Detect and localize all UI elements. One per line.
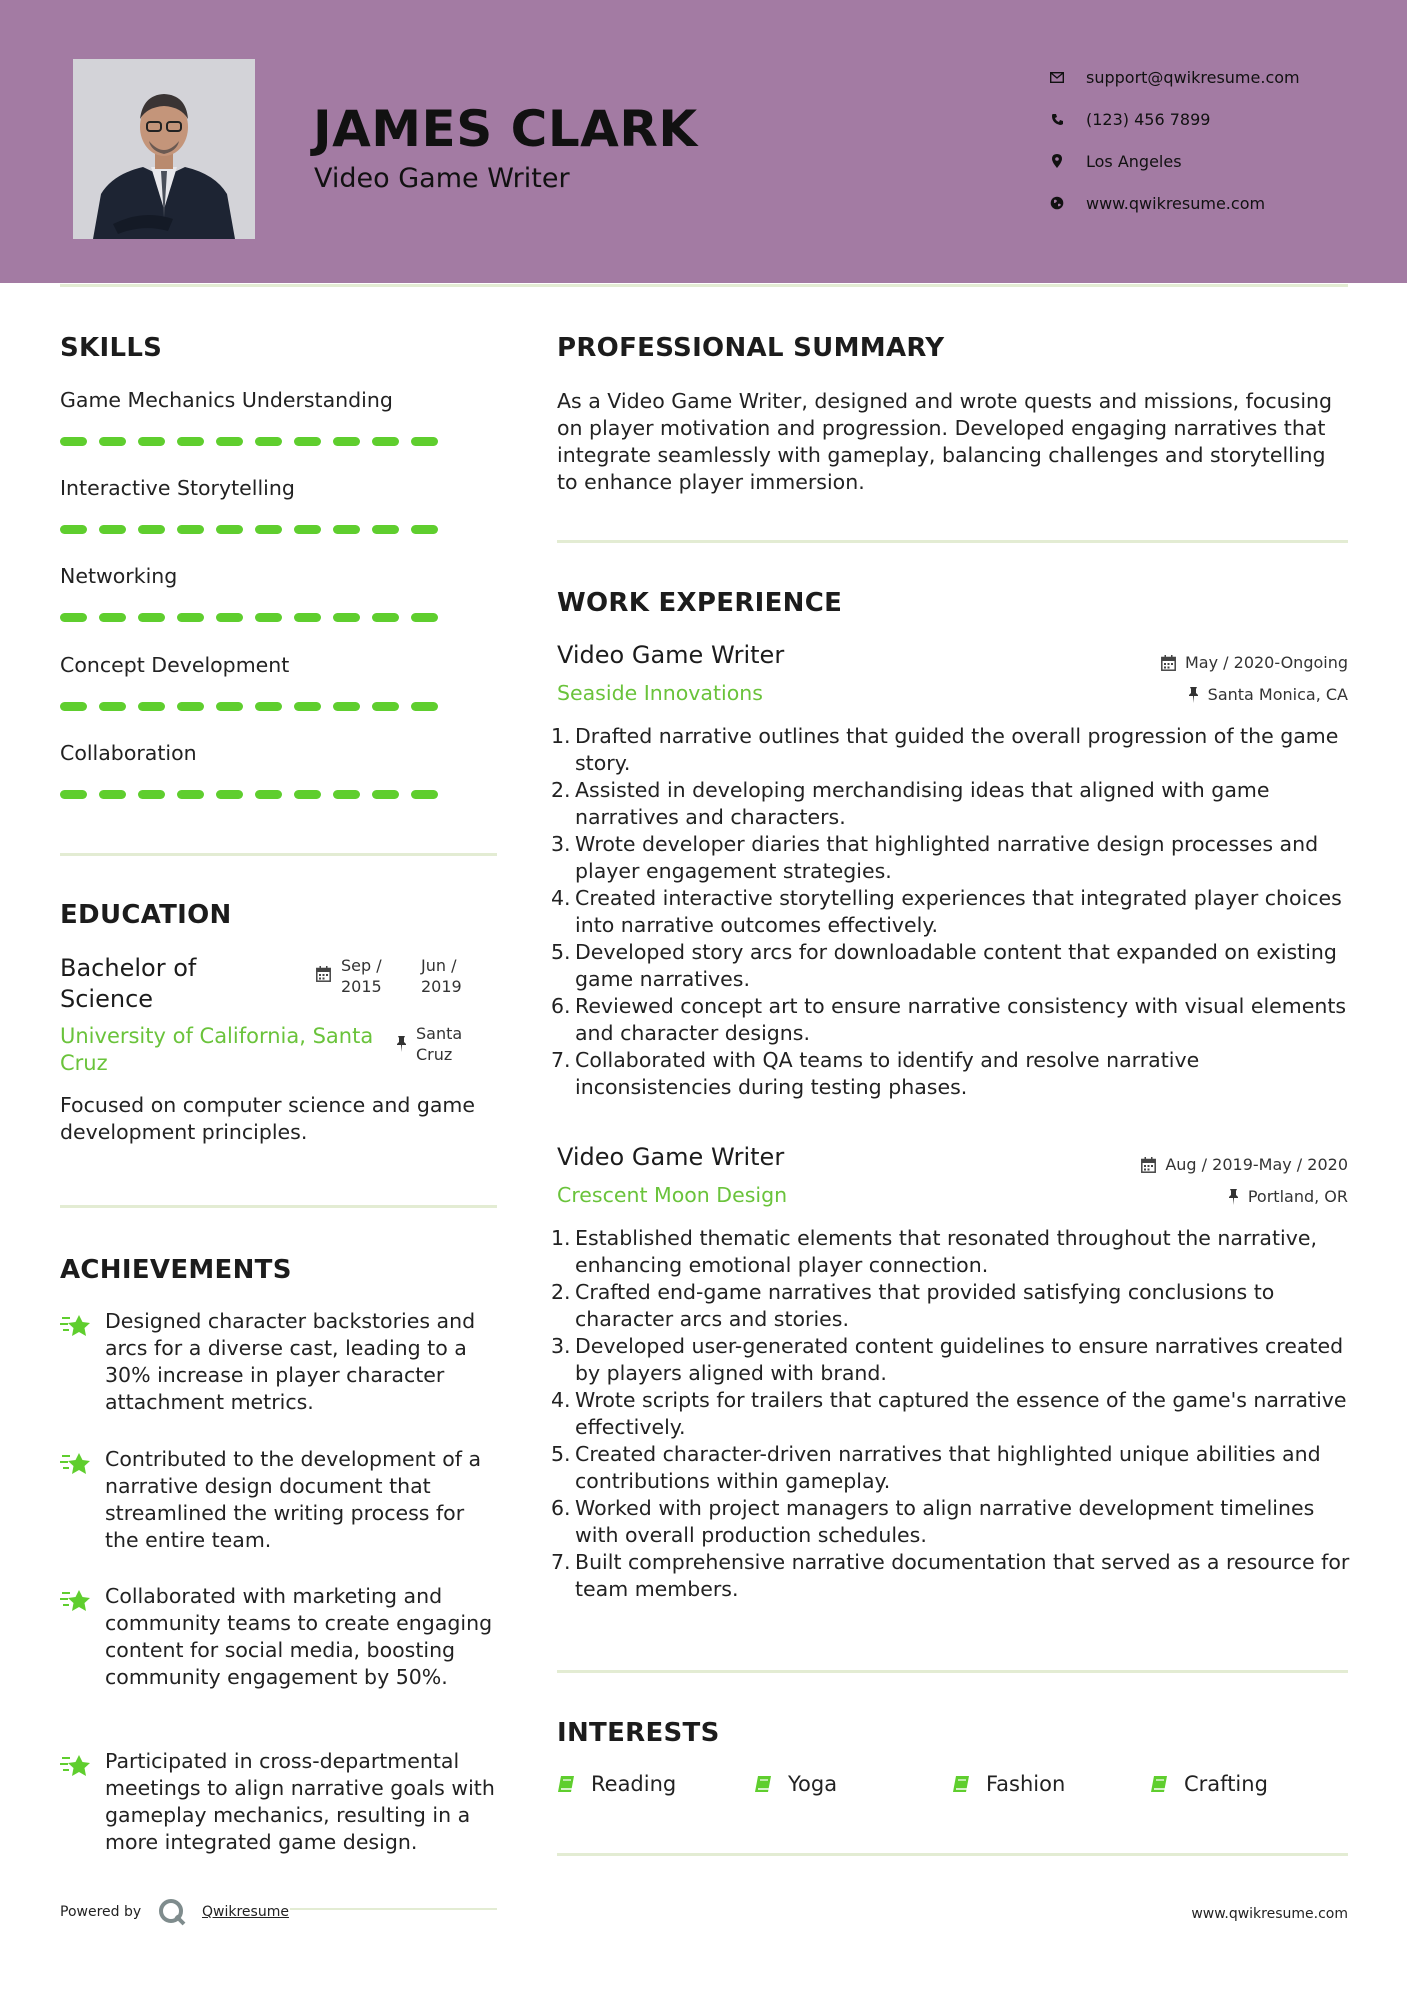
header-banner [0, 0, 1407, 283]
achievement-item [60, 1748, 500, 1856]
achievement-text: Participated in cross-departmental meetings to align narrative goals with gameplay mechanics, resulting in a more integrated game design. [105, 1749, 495, 1854]
interests-heading: INTERESTS [557, 1718, 720, 1748]
job-bullet: 5. Developed story arcs for downloadable content that expanded on existing game narratives. [551, 940, 1337, 991]
summary-heading: PROFESSIONAL SUMMARY [557, 333, 945, 363]
brand-link[interactable]: Qwikresume [202, 1904, 289, 1920]
job-bullet-list [551, 1225, 1356, 1603]
skill-name: Game Mechanics Understanding [60, 388, 393, 412]
summary-divider [557, 540, 1348, 543]
contact-website-text: www.qwikresume.com [1086, 193, 1266, 213]
skill-level-bar [60, 790, 450, 799]
pin-icon [1228, 1189, 1239, 1205]
job-bullet: 5. Created character-driven narratives that highlighted unique abilities and contributions within gameplay. [551, 1442, 1321, 1493]
job-bullet: 7. Built comprehensive narrative documentation that served as a resource for team members. [551, 1550, 1350, 1601]
skill-name: Concept Development [60, 653, 290, 677]
interest-item [1150, 1772, 1268, 1796]
interest-label: Yoga [788, 1772, 838, 1796]
skill-level-bar [60, 525, 450, 534]
qwikresume-logo-icon [157, 1897, 187, 1931]
skill-level-bar [60, 702, 450, 711]
contact-phone[interactable] [1050, 98, 1300, 140]
pin-icon [1188, 687, 1199, 703]
job-dates [1161, 653, 1348, 672]
interests-divider [557, 1853, 1348, 1856]
job-bullet: 3. Wrote developer diaries that highlighted narrative design processes and player engagement strategies. [551, 832, 1319, 883]
skill-level-bar [60, 613, 450, 622]
education-heading: EDUCATION [60, 900, 232, 930]
powered-by-label: Powered by [60, 1904, 142, 1920]
calendar-icon [1141, 1157, 1156, 1173]
interest-item [754, 1772, 837, 1796]
job-location [1188, 685, 1348, 704]
profile-photo [73, 59, 255, 239]
job-dates [1141, 1155, 1348, 1174]
company-name: Seaside Innovations [557, 681, 763, 705]
job-bullet: 3. Developed user-generated content guidelines to ensure narratives created by players aligned with brand. [551, 1334, 1344, 1385]
degree-title: Bachelor of Science [60, 954, 197, 1013]
summary-text: As a Video Game Writer, designed and wrote quests and missions, focusing on player motivation and progression. Developed engaging narratives that integrate seamlessly with gameplay, balancing challenges and storytelling to enhance player immersion. [557, 389, 1333, 494]
footer-url[interactable]: www.qwikresume.com [1191, 1906, 1348, 1922]
skills-heading: SKILLS [60, 333, 163, 363]
achievements-heading: ACHIEVEMENTS [60, 1255, 292, 1285]
interest-item [557, 1772, 676, 1796]
education-divider [60, 1205, 497, 1208]
job-bullet: 1. Established thematic elements that resonated throughout the narrative, enhancing emotional player connection. [551, 1226, 1317, 1277]
skill-name: Collaboration [60, 741, 197, 765]
candidate-role: Video Game Writer [314, 163, 570, 194]
contact-email[interactable] [1050, 56, 1300, 98]
contact-location [1050, 140, 1300, 182]
book-icon [754, 1774, 774, 1794]
job-bullet: 7. Collaborated with QA teams to identify and resolve narrative inconsistencies during testing phases. [551, 1048, 1200, 1099]
education-start-date: Sep / 2015 [341, 956, 382, 996]
work-divider [557, 1670, 1348, 1673]
job-bullet: 6. Reviewed concept art to ensure narrative consistency with visual elements and character designs. [551, 994, 1347, 1045]
school-name: University of California, Santa Cruz [60, 1024, 374, 1075]
skill-name: Interactive Storytelling [60, 476, 295, 500]
candidate-name: JAMES CLARK [313, 100, 698, 158]
job-bullet: 2. Crafted end-game narratives that provided satisfying conclusions to character arcs and stories. [551, 1280, 1275, 1331]
calendar-icon [316, 966, 331, 986]
star-badge-icon [60, 1450, 92, 1478]
job-bullet: 4. Wrote scripts for trailers that captured the essence of the game's narrative effectively. [551, 1388, 1347, 1439]
skills-divider [60, 853, 497, 856]
header-divider [60, 284, 1348, 287]
contact-phone-text: (123) 456 7899 [1086, 109, 1211, 129]
star-badge-icon [60, 1752, 92, 1780]
job-bullet: 4. Created interactive storytelling experiences that integrated player choices into narrative outcomes effectively. [551, 886, 1342, 937]
star-badge-icon [60, 1587, 92, 1615]
contact-list [1050, 56, 1300, 224]
job-bullet: 1. Drafted narrative outlines that guided the overall progression of the game story. [551, 724, 1339, 775]
achievement-item [60, 1583, 500, 1691]
contact-email-text: support@qwikresume.com [1086, 67, 1300, 87]
book-icon [1150, 1774, 1170, 1794]
job-location-text: Santa Monica, CA [1207, 685, 1348, 704]
interest-label: Crafting [1184, 1772, 1268, 1796]
interest-item [952, 1772, 1065, 1796]
contact-location-text: Los Angeles [1086, 151, 1182, 171]
book-icon [557, 1774, 577, 1794]
job-dates-text: May / 2020-Ongoing [1185, 653, 1348, 672]
map-pin-icon [1050, 154, 1064, 168]
job-dates-text: Aug / 2019-May / 2020 [1165, 1155, 1348, 1174]
job-title: Video Game Writer [557, 641, 785, 669]
achievement-text: Collaborated with marketing and community teams to create engaging content for social media, boosting community engagement by 50%. [105, 1584, 493, 1689]
education-description: Focused on computer science and game development principles. [60, 1093, 476, 1144]
job-bullet-list [551, 723, 1356, 1101]
job-bullet: 6. Worked with project managers to align narrative development timelines with overall production schedules. [551, 1496, 1315, 1547]
work-heading: WORK EXPERIENCE [557, 588, 843, 618]
contact-website[interactable] [1050, 182, 1300, 224]
footer-rule [290, 1908, 497, 1910]
job-bullet: 2. Assisted in developing merchandising ideas that aligned with game narratives and characters. [551, 778, 1270, 829]
job-title: Video Game Writer [557, 1143, 785, 1171]
skill-level-bar [60, 437, 450, 446]
education-location: Santa Cruz [416, 1024, 463, 1064]
job-location-text: Portland, OR [1247, 1187, 1348, 1206]
pin-icon [396, 1036, 407, 1056]
achievement-text: Contributed to the development of a narrative design document that streamlined the writing process for the entire team. [105, 1447, 482, 1552]
phone-icon [1050, 112, 1064, 126]
job-location [1228, 1187, 1348, 1206]
interest-label: Fashion [986, 1772, 1066, 1796]
education-end-date: Jun / 2019 [421, 956, 462, 996]
globe-icon [1050, 196, 1064, 210]
achievement-text: Designed character backstories and arcs for a diverse cast, leading to a 30% increase in player character attachment metrics. [105, 1309, 476, 1414]
company-name: Crescent Moon Design [557, 1183, 788, 1207]
achievement-item [60, 1308, 500, 1416]
interest-label: Reading [591, 1772, 677, 1796]
achievement-item [60, 1446, 500, 1554]
envelope-icon [1050, 70, 1064, 84]
skill-name: Networking [60, 564, 178, 588]
star-badge-icon [60, 1312, 92, 1340]
book-icon [952, 1774, 972, 1794]
calendar-icon [1161, 655, 1176, 671]
